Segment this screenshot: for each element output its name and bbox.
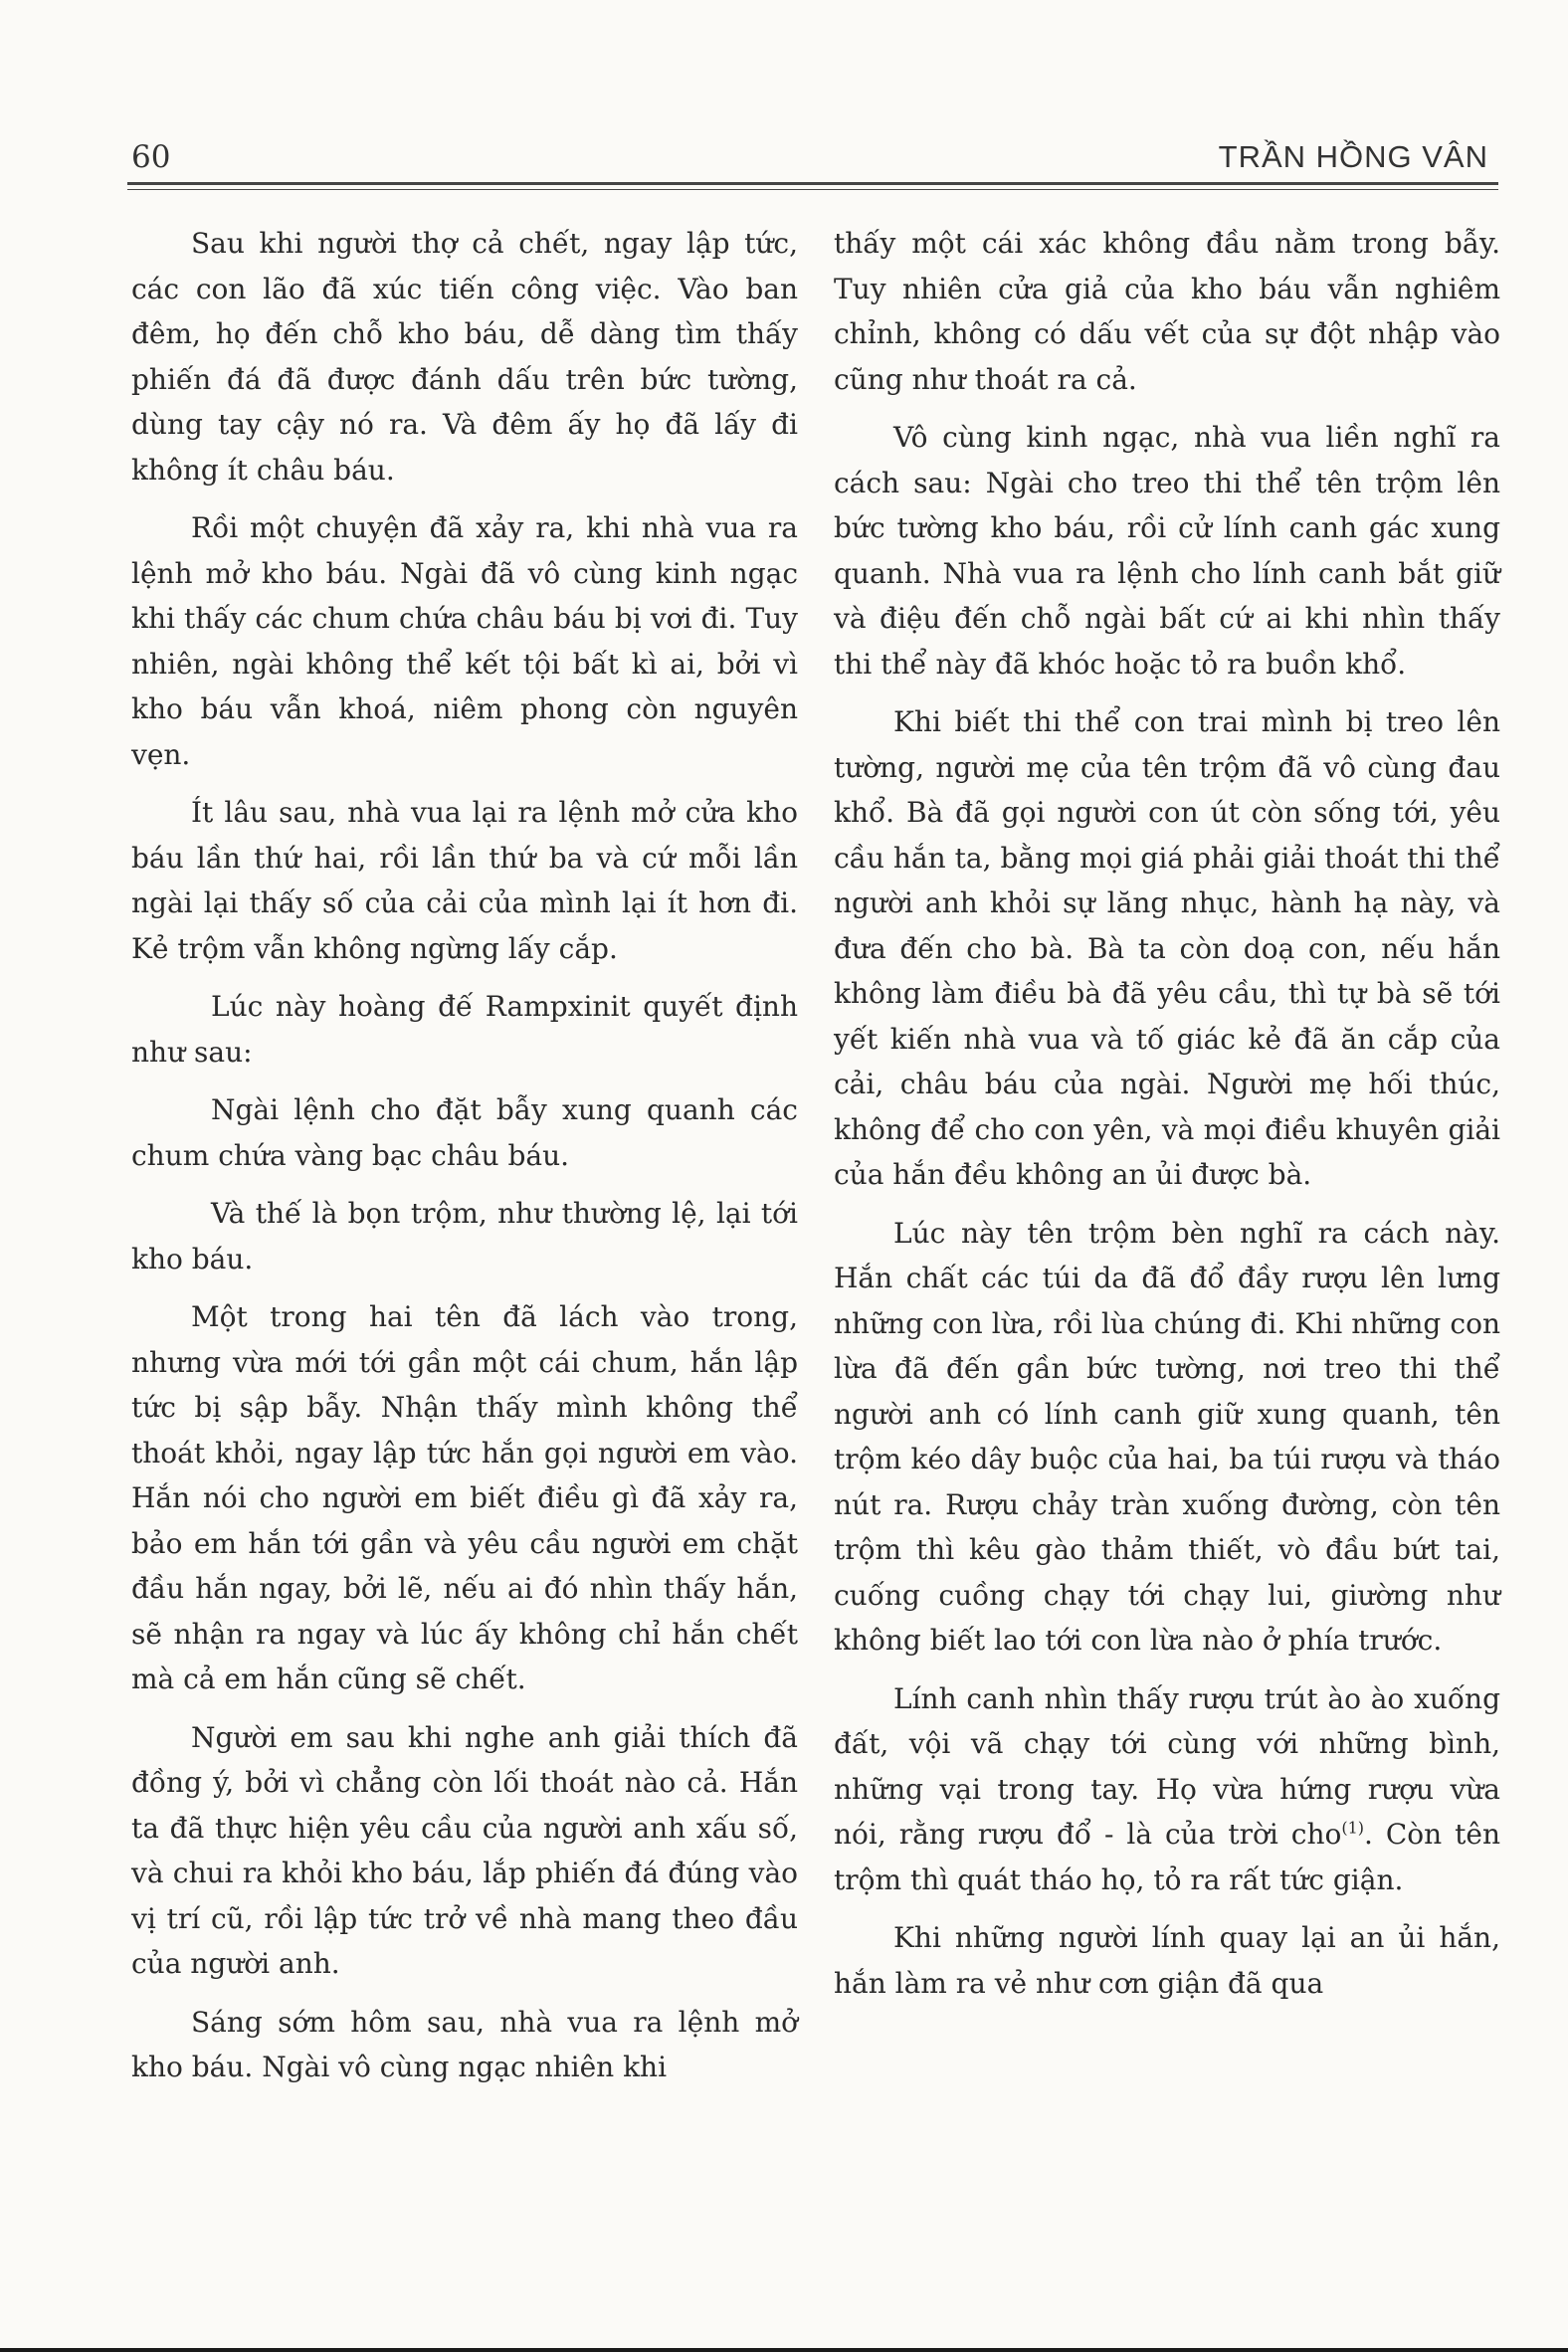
header-rule-thin — [127, 189, 1498, 190]
right-column — [834, 221, 1500, 2019]
paragraph-text: Lính canh nhìn thấy rượu trút ào ào xuống đất, vội vã chạy tới cùng với những bình, những vại trong tay. Họ vừa hứng rượu vừa nói, rằng rượu đổ - là của trời cho — [834, 1681, 1500, 1851]
paragraph: Lúc này tên trộm bèn nghĩ ra cách này. Hắn chất các túi da đã đổ đầy rượu lên lưng những con lừa, rồi lùa chúng đi. Khi những con lừa đã đến gần bức tường, nơi treo thi thể người anh có lính canh giữ xung quanh, tên trộm kéo dây buộc của hai, ba túi rượu và tháo nút ra. Rượu chảy tràn xuống đường, còn tên trộm thì kêu gào thảm thiết, vò đầu bứt tai, cuống cuồng chạy tới chạy lui, giường như không biết lao tới con lừa nào ở phía trước. — [834, 1216, 1500, 1657]
paragraph: Rồi một chuyện đã xảy ra, khi nhà vua ra lệnh mở kho báu. Ngài đã vô cùng kinh ngạc khi thấy các chum chứa châu báu bị vơi đi. Tuy nhiên, ngài không thể kết tội bất kì ai, bởi vì kho báu vẫn khoá, niêm phong còn nguyên vẹn. — [131, 511, 798, 771]
running-title: TRẦN HỒNG VÂN — [1218, 139, 1488, 174]
paragraph — [834, 1676, 1500, 1903]
paragraph: Người em sau khi nghe anh giải thích đã đồng ý, bởi vì chẳng còn lối thoát nào cả. Hắn ta đã thực hiện yêu cầu của người anh xấu số, và chui ra khỏi kho báu, lắp phiến đá đúng vào vị trí cũ, rồi lập tức trở về nhà mang theo đầu của người anh. — [131, 1720, 798, 1980]
paragraph: Ít lâu sau, nhà vua lại ra lệnh mở cửa kho báu lần thứ hai, rồi lần thứ ba và cứ mỗi lần ngài lại thấy số của cải của mình lại ít hơn đi. Kẻ trộm vẫn không ngừng lấy cắp. — [131, 796, 798, 965]
page-bottom-edge — [0, 2348, 1568, 2352]
paragraph-text: . Còn tên trộm thì quát tháo họ, tỏ ra rất tức giận. — [834, 1818, 1500, 1896]
header-rule-thick — [127, 182, 1498, 185]
paragraph: Và thế là bọn trộm, như thường lệ, lại tới kho báu. — [131, 1197, 798, 1275]
footnote-marker: (1) — [1341, 1818, 1365, 1838]
paragraph: Sáng sớm hôm sau, nhà vua ra lệnh mở kho báu. Ngài vô cùng ngạc nhiên khi — [131, 2005, 798, 2083]
left-column — [131, 221, 798, 2103]
paragraph: thấy một cái xác không đầu nằm trong bẫy. Tuy nhiên cửa giả của kho báu vẫn nghiêm chỉnh, không có dấu vết của sự đột nhập vào cũng như thoát ra cả. — [834, 227, 1500, 396]
paragraph: Vô cùng kinh ngạc, nhà vua liền nghĩ ra cách sau: Ngài cho treo thi thể tên trộm lên bức tường kho báu, rồi cử lính canh gác xung quanh. Nhà vua ra lệnh cho lính canh bắt giữ và điệu đến chỗ ngài bất cứ ai khi nhìn thấy thi thể này đã khóc hoặc tỏ ra buồn khổ. — [834, 421, 1500, 681]
paragraph: Ngài lệnh cho đặt bẫy xung quanh các chum chứa vàng bạc châu báu. — [131, 1093, 798, 1172]
paragraph: Sau khi người thợ cả chết, ngay lập tức, các con lão đã xúc tiến công việc. Vào ban đêm, họ đến chỗ kho báu, dễ dàng tìm thấy phiến đá đã được đánh dấu trên bức tường, dùng tay cậy nó ra. Và đêm ấy họ đã lấy đi không ít châu báu. — [131, 227, 798, 487]
paragraph: Một trong hai tên đã lách vào trong, nhưng vừa mới tới gần một cái chum, hắn lập tức bị sập bẫy. Nhận thấy mình không thể thoát khỏi, ngay lập tức hắn gọi người em vào. Hắn nói cho người em biết điều gì đã xảy ra, bảo em hắn tới gần và yêu cầu người em chặt đầu hắn ngay, bởi lẽ, nếu ai đó nhìn thấy hắn, sẽ nhận ra ngay và lúc ấy không chỉ hắn chết mà cả em hắn cũng sẽ chết. — [131, 1300, 798, 1695]
paragraph: Lúc này hoàng đế Rampxinit quyết định như sau: — [131, 990, 798, 1069]
paragraph: Khi những người lính quay lại an ủi hắn, hắn làm ra vẻ như cơn giận đã qua — [834, 1921, 1500, 2000]
page-header — [127, 139, 1496, 183]
paragraph: Khi biết thi thể con trai mình bị treo lên tường, người mẹ của tên trộm đã vô cùng đau khổ. Bà đã gọi người con út còn sống tới, yêu cầu hắn ta, bằng mọi giá phải giải thoát thi thể người anh khỏi sự lăng nhục, hành hạ này, và đưa đến cho bà. Bà ta còn doạ con, nếu hắn không làm điều bà đã yêu cầu, thì tự bà sẽ tới yết kiến nhà vua và tố giác kẻ đã ăn cắp của cải, châu báu của ngài. Người mẹ hối thúc, không để cho con yên, và mọi điều khuyên giải của hắn đều không an ủi được bà. — [834, 705, 1500, 1191]
page-number: 60 — [131, 139, 171, 175]
